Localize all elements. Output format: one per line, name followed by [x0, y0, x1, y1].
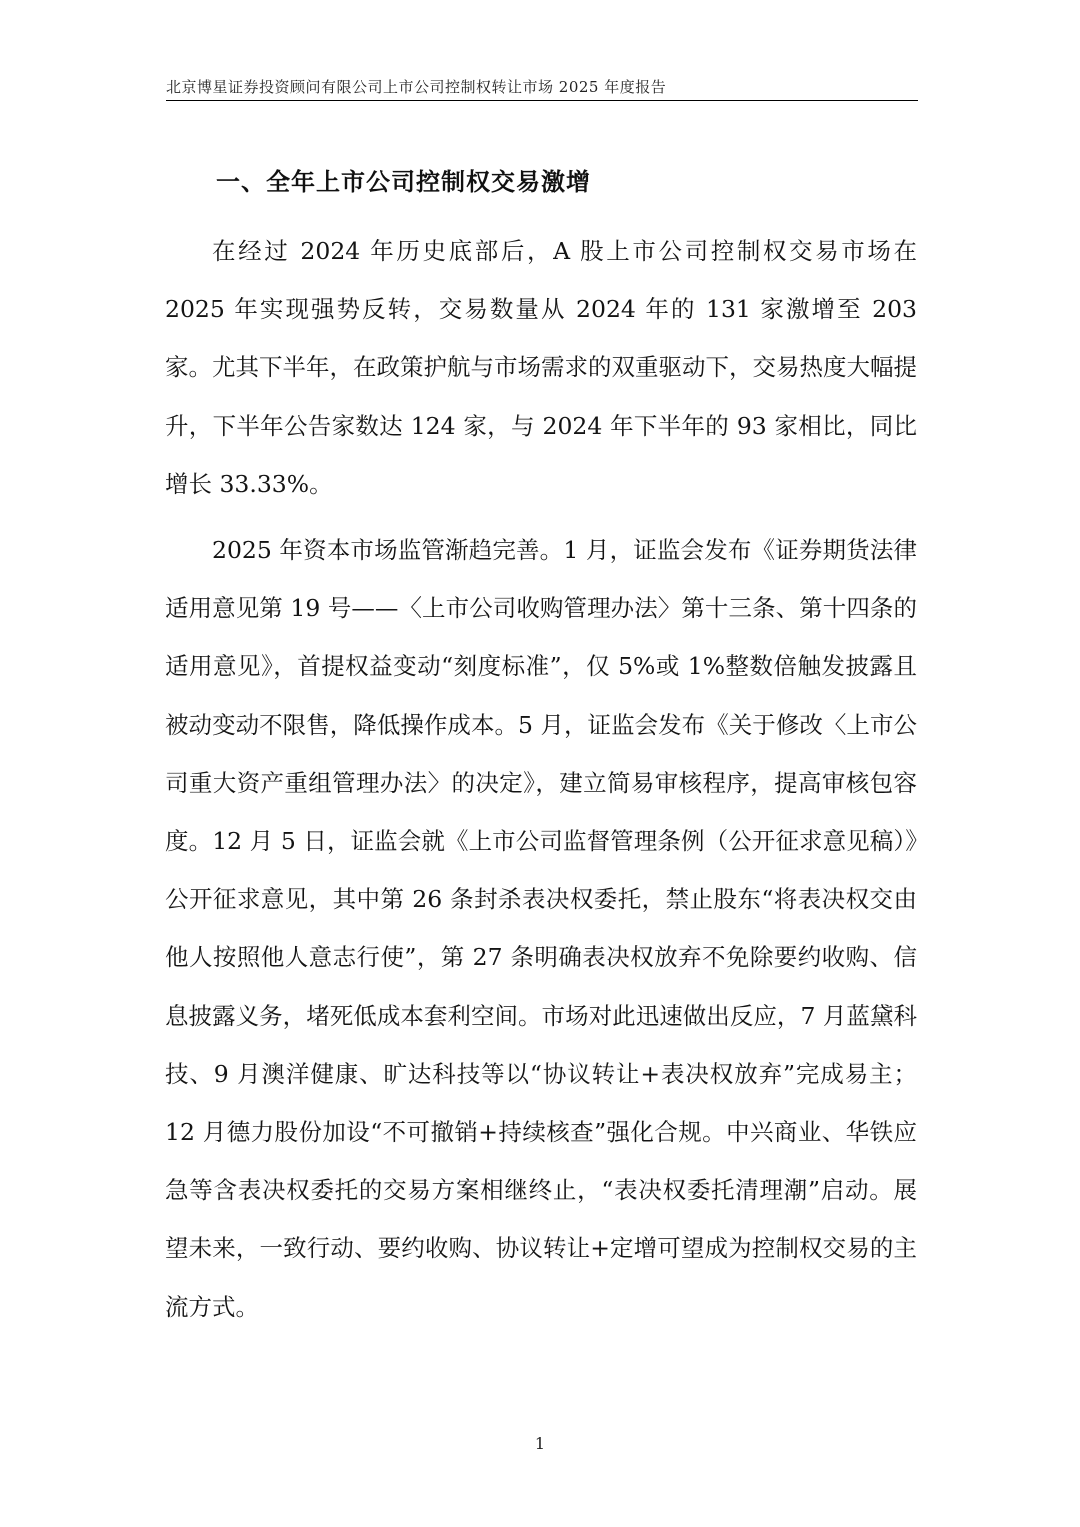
running-header-title: 北京博星证券投资顾问有限公司上市公司控制权转让市场 2025 年度报告 — [166, 78, 667, 96]
body-paragraph-2: 2025 年资本市场监管渐趋完善。1 月，证监会发布《证券期货法律适用意见第 19 号——〈上市公司收购管理办法〉第十三条、第十四条的适用意见》，首提权益变动“刻度标准”，仅 5%或 1%整数倍触发披露且被动变动不限售，降低操作成本。5 月，证监会发布《关于修改〈上市公司重大资产重组管理办法〉的决定》，建立简易审核程序，提高审核包容度。12 月 5 日，证监会就《上市公司监督管理条例（公开征求意见稿）》公开征求意见，其中第 26 条封杀表决权委托，禁止股东“将表决权交由他人按照他人意志行使”，第 27 条明确表决权放弃不免除要约收购、信息披露义务，堵死低成本套利空间。市场对此迅速做出反应，7 月蓝黛科技、9 月澳洋健康、旷达科技等以“协议转让+表决权放弃”完成易主；12 月德力股份加设“不可撤销+持续核查”强化合规。中兴商业、华铁应急等含表决权委托的交易方案相继终止，“表决权委托清理潮”启动。展望未来，一致行动、要约收购、协议转让+定增可望成为控制权交易的主流方式。 — [165, 536, 917, 1321]
body-paragraph-1: 在经过 2024 年历史底部后，A 股上市公司控制权交易市场在 2025 年实现强势反转，交易数量从 2024 年的 131 家激增至 203 家。尤其下半年，在政策护航与市场需求的双重驱动下，交易热度大幅提升，下半年公告家数达 124 家，与 2024 年下半年的 93 家相比，同比增长 33.33%。 — [165, 237, 917, 498]
header-divider — [166, 100, 918, 101]
section-heading: 一、全年上市公司控制权交易激增 — [216, 168, 591, 196]
page-number: 1 — [534, 1434, 546, 1453]
